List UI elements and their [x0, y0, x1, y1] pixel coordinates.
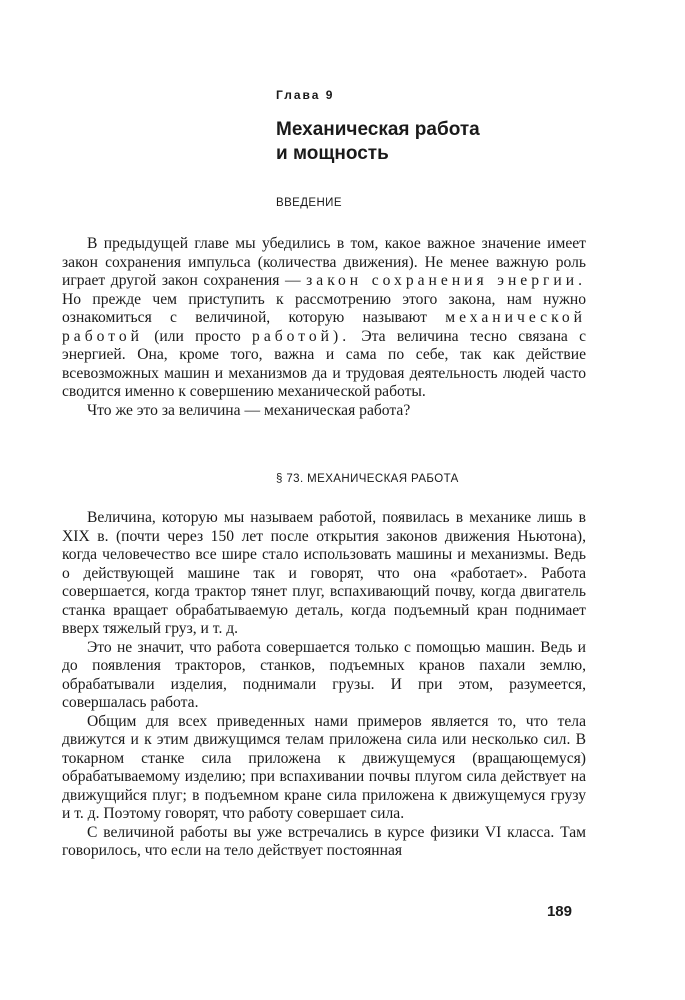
section-73-paragraph-1: Величина, которую мы называем работой, появилась в механике лишь в XIX в. (почти через 150 лет после открытия законов движения Ньютона), когда человечество все шире стало использовать машины и механизмы. Ведь о действующей машине так и говорят, что она «работает». Работа совершается, когда трактор тянет плуг, вспахивающий почву, когда двигатель станка вращает обрабатываемую деталь, когда подъемный кран поднимает вверх тяжелый груз, и т. д. — [62, 509, 586, 637]
chapter-title — [276, 118, 596, 166]
intro-text — [62, 235, 586, 420]
intro-paragraph-2: Что же это за величина — механическая работа? — [87, 401, 411, 419]
intro-p1-part2: Но прежде чем приступить к рассмотрению этого закона, нам нужно ознакомиться с величиной, которую называют — [62, 290, 586, 326]
intro-term-work: работой). — [252, 327, 351, 345]
intro-paragraph-1 — [62, 235, 586, 402]
intro-p1-part3: (или просто — [143, 327, 253, 345]
section-73-paragraph-2: Это не значит, что работа совершается только с помощью машин. Ведь и до появления тракторов, станков, подъемных кранов пахали землю, обрабатывали изделия, поднимали грузы. И при этом, разумеется, совершалась работа. — [62, 638, 586, 711]
section-73-paragraph-3: Общим для всех приведенных нами примеров является то, что тела движутся и к этим движущимся телам приложена сила или несколько сил. В токарном станке сила приложена к движущемуся (вращающемуся) обрабатываемому изделию; при вспахивании почвы плугом сила действует на движущийся плуг; в подъемном кране сила приложена к движущемуся грузу и т. д. Поэтому говорят, что работу совершает сила. — [62, 712, 586, 822]
page-number: 189 — [546, 903, 572, 920]
intro-p1-part4: Эта величина тесно связана с энергией. Она, кроме того, важна и сама по себе, так как действие всевозможных машин и механизмов да и трудовая деятельность людей часто сводится именно к совершению механической работы. — [62, 327, 586, 400]
intro-term-mech-work: механической работой — [62, 309, 586, 345]
chapter-title-line2: и мощность — [276, 143, 389, 164]
intro-term-energy-law: закон сохранения энергии. — [306, 272, 586, 289]
chapter-title-line1: Механическая работа — [276, 119, 480, 140]
section-73-text — [62, 509, 586, 861]
section-73-paragraph-4: С величиной работы вы уже встречались в курсе физики VI класса. Там говорилось, что если на тело действует постоянная — [62, 823, 586, 859]
section-73-heading: § 73. МЕХАНИЧЕСКАЯ РАБОТА — [276, 473, 459, 485]
intro-heading: ВВЕДЕНИЕ — [276, 197, 342, 209]
chapter-label: Глава 9 — [276, 88, 335, 102]
intro-p1-part1: В предыдущей главе мы убедились в том, какое важное значение имеет закон сохранения импульса (количества движения). Не менее важную роль играет другой закон сохранения — — [62, 235, 586, 289]
